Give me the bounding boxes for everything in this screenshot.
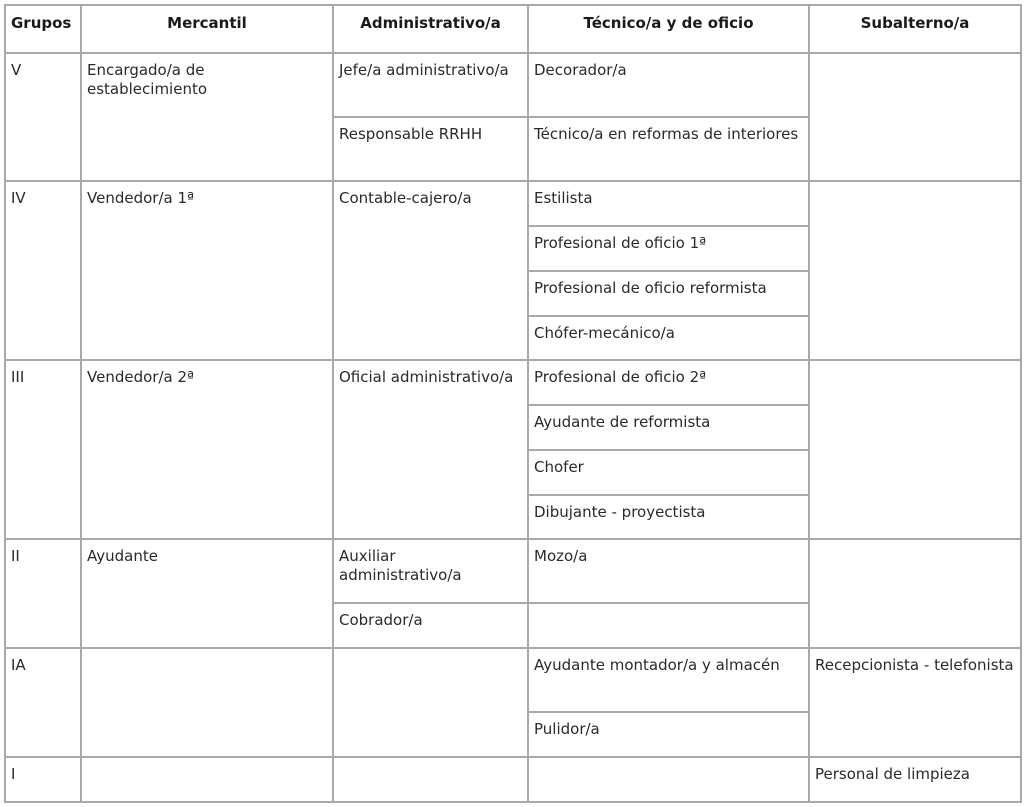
subalterno-cell — [810, 540, 1022, 649]
tecnico-role: Chófer-mecánico/a — [534, 324, 675, 342]
table-body — [6, 54, 1022, 803]
tecnico-role: Ayudante montador/a y almacén — [534, 656, 780, 674]
mercantil-role: Encargado/a de establecimiento — [87, 61, 208, 98]
subalterno-cell — [810, 758, 1022, 803]
header-administrativo: Administrativo/a — [334, 6, 529, 54]
group-label-cell — [6, 649, 82, 758]
tecnico-cell — [529, 54, 810, 118]
group-label: II — [11, 547, 20, 565]
subalterno-role: Recepcionista - telefonista — [815, 656, 1014, 674]
tecnico-cell — [529, 118, 810, 182]
tecnico-cell — [529, 361, 810, 406]
tecnico-role: Chofer — [534, 458, 584, 476]
tecnico-cell — [529, 758, 810, 803]
administrativo-cell — [334, 118, 529, 182]
job-classification-table-wrapper — [4, 4, 1022, 803]
header-subalterno: Subalterno/a — [810, 6, 1022, 54]
table-row — [6, 758, 1022, 803]
tecnico-role: Pulidor/a — [534, 720, 600, 738]
tecnico-cell — [529, 713, 810, 758]
subalterno-cell — [810, 182, 1022, 361]
job-classification-table — [4, 4, 1022, 803]
group-label: IV — [11, 189, 26, 207]
tecnico-role: Ayudante de reformista — [534, 413, 711, 431]
tecnico-role: Mozo/a — [534, 547, 588, 565]
header-row — [6, 6, 1022, 54]
table-row — [6, 649, 1022, 713]
administrativo-role: Contable-cajero/a — [339, 189, 472, 207]
subalterno-cell — [810, 54, 1022, 182]
group-label: III — [11, 368, 25, 386]
mercantil-role: Vendedor/a 2ª — [87, 368, 195, 386]
administrativo-cell — [334, 604, 529, 649]
tecnico-cell — [529, 451, 810, 496]
tecnico-role: Técnico/a en reformas de interiores — [534, 125, 799, 143]
administrativo-cell — [334, 361, 529, 540]
administrativo-cell — [334, 758, 529, 803]
table-row — [6, 540, 1022, 604]
mercantil-role: Ayudante — [87, 547, 158, 565]
subalterno-cell — [810, 361, 1022, 540]
administrativo-cell — [334, 182, 529, 361]
administrativo-role: Oficial administrativo/a — [339, 368, 514, 386]
tecnico-role: Decorador/a — [534, 61, 627, 79]
tecnico-role: Estilista — [534, 189, 593, 207]
tecnico-role: Profesional de oficio 2ª — [534, 368, 707, 386]
tecnico-cell — [529, 227, 810, 272]
tecnico-role: Profesional de oficio 1ª — [534, 234, 707, 252]
tecnico-cell — [529, 649, 810, 713]
table-header — [6, 6, 1022, 54]
administrativo-role: Responsable RRHH — [339, 125, 483, 143]
mercantil-cell — [82, 540, 334, 649]
subalterno-role: Personal de limpieza — [815, 765, 970, 783]
tecnico-cell — [529, 540, 810, 604]
header-tecnico: Técnico/a y de oficio — [529, 6, 810, 54]
mercantil-cell — [82, 361, 334, 540]
administrativo-cell — [334, 540, 529, 604]
table-row — [6, 361, 1022, 406]
table-row — [6, 182, 1022, 227]
group-label-cell — [6, 361, 82, 540]
administrativo-cell — [334, 54, 529, 118]
group-label-cell — [6, 54, 82, 182]
group-label-cell — [6, 758, 82, 803]
group-label-cell — [6, 182, 82, 361]
tecnico-cell — [529, 182, 810, 227]
subalterno-cell — [810, 649, 1022, 758]
header-mercantil: Mercantil — [82, 6, 334, 54]
tecnico-cell — [529, 496, 810, 540]
group-label: I — [11, 765, 16, 783]
administrativo-role: Auxiliar administrativo/a — [339, 547, 462, 584]
tecnico-cell — [529, 604, 810, 649]
tecnico-cell — [529, 317, 810, 361]
mercantil-cell — [82, 649, 334, 758]
tecnico-cell — [529, 272, 810, 317]
group-label-cell — [6, 540, 82, 649]
mercantil-cell — [82, 758, 334, 803]
header-grupos: Grupos — [6, 6, 82, 54]
administrativo-role: Cobrador/a — [339, 611, 423, 629]
tecnico-role: Dibujante - proyectista — [534, 503, 706, 521]
group-label: IA — [11, 656, 26, 674]
mercantil-cell — [82, 182, 334, 361]
tecnico-cell — [529, 406, 810, 451]
administrativo-cell — [334, 649, 529, 758]
table-row — [6, 54, 1022, 118]
mercantil-cell — [82, 54, 334, 182]
group-label: V — [11, 61, 22, 79]
mercantil-role: Vendedor/a 1ª — [87, 189, 195, 207]
tecnico-role: Profesional de oficio reformista — [534, 279, 767, 297]
administrativo-role: Jefe/a administrativo/a — [339, 61, 509, 79]
